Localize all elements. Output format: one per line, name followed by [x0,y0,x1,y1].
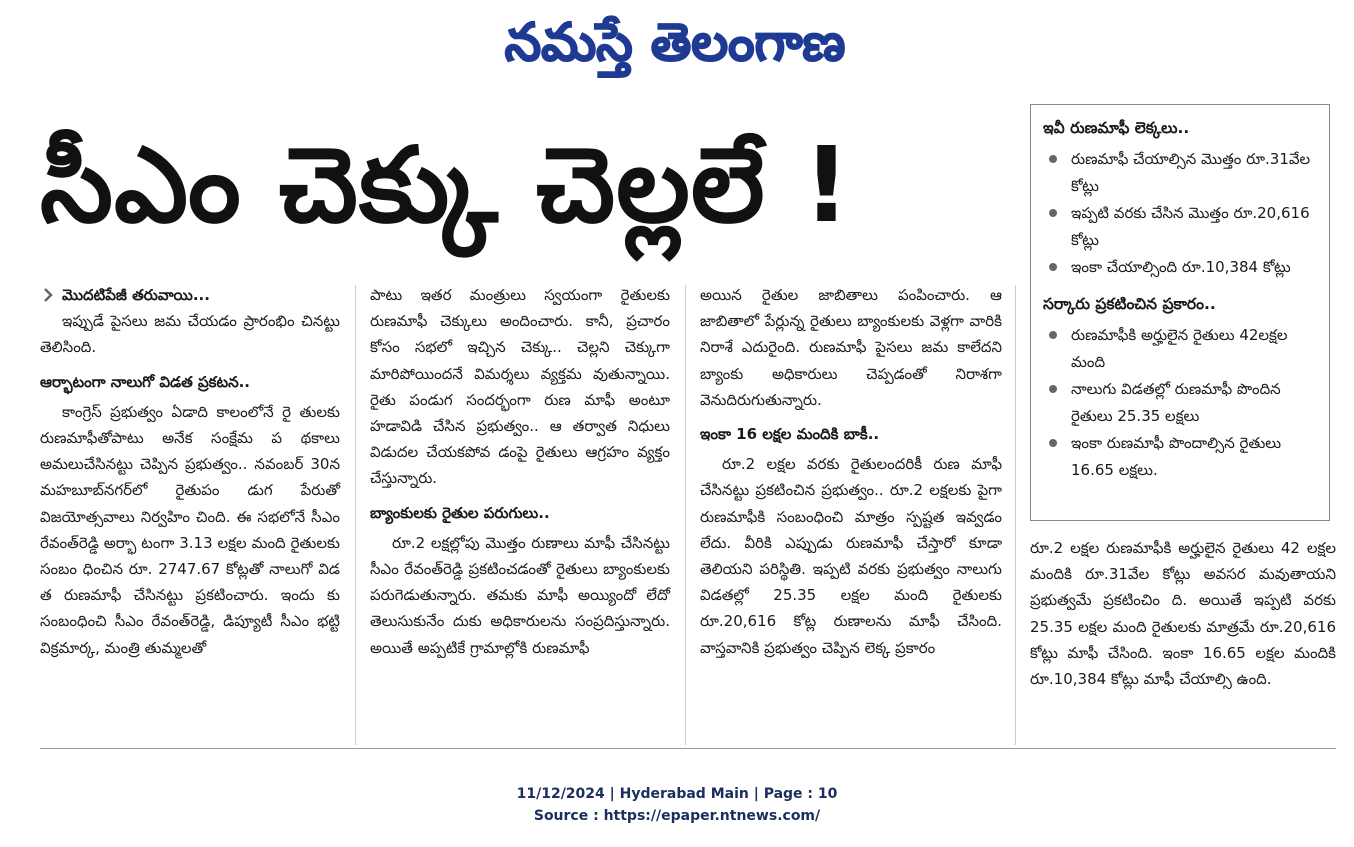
paragraph: పాటు ఇతర మంత్రులు స్వయంగా రైతులకు రుణమాఫీ చెక్కులు అందించారు. కానీ, ప్రచారం కోసం సభలో ఇచ్చిన చెక్కు.. చెల్లని చెక్కుగా మారిపోయిందనే విమర్శలు వ్యక్తమ వుతున్నాయి. రైతు పండుగ సందర్భంగా రుణ మాఫీ అంటూ హడావిడి చేసిన ప్రభుత్వం.. ఆ తర్వాత నిధులు విడుదల చేయకపోవ డంపై రైతులు ఆగ్రహం వ్యక్తం చేస్తున్నారు. [370,286,670,488]
bullet-icon [1049,385,1057,393]
list-item [1043,430,1317,484]
sidebar-heading: ఇవీ రుణమాఫీ లెక్కలు.. [1043,119,1190,137]
sidebar-box [1030,104,1330,521]
list-item-text: ఇంకా చేయాల్సింది రూ.10,384 కోట్లు [1071,258,1291,276]
list-item-text: ఇప్పటి వరకు చేసిన మొత్తం రూ.20,616 కోట్లు [1071,204,1310,249]
sidebar-list [1043,322,1317,484]
column-divider [685,285,686,745]
paragraph: కాంగ్రెస్ ప్రభుత్వం ఏడాది కాలంలోనే రై తులకు రుణమాఫీతోపాటు అనేక సంక్షేమ ప థకాలు అమలుచేసినట్టు చెప్పిన ప్రభుత్వం.. నవంబర్ 30న మహబూబ్‌నగర్‌లో రైతుపం డుగ పేరుతో విజయోత్సవాలు నిర్వహిం చింది. ఈ సభలోనే సీఎం రేవంత్‌రెడ్డి అర్భా టంగా 3.13 లక్షల మంది రైతులకు సంబం ధించిన రూ. 2747.67 కోట్లతో నాలుగో విడ త రుణమాఫీ చేసినట్టు ప్రకటించారు. ఇందు కు సంబంధించి సీఎం రేవంత్‌రెడ్డి, డిప్యూటీ సీఎం భట్టి విక్రమార్క, మంత్రి తుమ్మలతో [40,402,340,657]
paragraph: రూ.2 లక్షల రుణమాఫీకి అర్హులైన రైతులు 42 లక్షల మందికి రూ.31వేల కోట్లు అవసర మవుతాయని ప్రభుత్వమే ప్రకటించిం ది. అయితే ఇప్పటి వరకు 25.35 లక్షల మంది రైతులకు మాత్రమే రూ.20,616 కోట్లు మాఫీ చేసింది. ఇంకా 16.65 లక్షల మందికి రూ.10,384 కోట్లు మాఫీ చేయాల్సి ఉంది. [1030,539,1336,689]
continued-from-front-page [40,282,340,308]
paragraph: రూ.2 లక్షల్లోపు మొత్తం రుణాలు మాఫీ చేసినట్టు సీఎం రేవంత్‌రెడ్డి ప్రకటించడంతో రైతులు బ్యాంకులకు పరుగెడుతున్నారు. తమకు మాఫీ అయ్యిందో లేదో తెలుసుకునేం దుకు అధికారులను సంప్రదిస్తున్నారు. అయితే అప్పటికే గ్రామాల్లోకి రుణమాఫీ [370,533,670,657]
chevron-right-icon [40,287,56,303]
headline: సీఎం చెక్కు చెల్లలే ! [40,124,852,246]
bottom-rule [40,748,1336,749]
paragraph: రూ.2 లక్షల వరకు రైతులందరికీ రుణ మాఫీ చేసినట్టు ప్రకటించిన ప్రభుత్వం.. రూ.2 లక్షలకు పైగా రుణమాఫీకి సంబంధించి మాత్రం స్పష్టత ఇవ్వడం లేదు. వీరికి ఎప్పుడు రుణమాఫీ చేస్తారో కూడా తెలియని పరిస్థితి. ఇప్పటి వరకు ప్రభుత్వం నాలుగు విడతల్లో 25.35 లక్షల మంది రైతులకు రూ.20,616 కోట్ల రుణాలను మాఫీ చేసింది. వాస్తవానికి ప్రభుత్వం చెప్పిన లెక్క ప్రకారం [700,455,1002,657]
list-item-text: ఇంకా రుణమాఫీ పొందాల్సిన రైతులు 16.65 లక్షలు. [1071,434,1282,479]
continuation-label: మొదటిపేజీ తరువాయి... [62,286,210,304]
list-item [1043,254,1317,281]
article-column-3 [700,282,1002,661]
subheading: బ్యాంకులకు రైతుల పరుగులు.. [370,503,550,522]
list-item-text: నాలుగు విడతల్లో రుణమాఫీ పొందిన రైతులు 25.35 లక్షలు [1071,380,1281,425]
subheading: ఇంకా 16 లక్షల మందికి బాకీ.. [700,425,880,444]
paragraph: అయిన రైతుల జాబితాలు పంపించారు. ఆ జాబితాలో పేర్లున్న రైతులు బ్యాంకులకు వెళ్లగా వారికి నిరాశే ఎదురైంది. రుణమాఫీ పైసలు జమ కాలేదని బ్యాంకు అధికారులు చెప్పడంతో నిరాశగా వెనుదిరుగుతున్నారు. [700,286,1002,409]
paragraph: ఇప్పుడే పైసలు జమ చేయడం ప్రారంభిం చినట్టు తెలిసింది. [40,312,340,357]
bullet-icon [1049,155,1057,163]
footer-dateline: 11/12/2024 | Hyderabad Main | Page : 10 [516,786,838,802]
bullet-icon [1049,263,1057,271]
list-item [1043,146,1317,200]
svg-text:నమస్తే తెలంగాణ: నమస్తే తెలంగాణ [504,13,846,73]
masthead-logo-art [470,8,880,78]
masthead-logo [470,8,880,78]
bullet-icon [1049,209,1057,217]
article-column-1 [40,282,340,661]
list-item-text: రుణమాఫీకి అర్హులైన రైతులు 42లక్షల మంది [1071,326,1288,371]
sidebar-heading: సర్కారు ప్రకటించిన ప్రకారం.. [1043,295,1216,313]
sidebar-list [1043,146,1317,281]
bullet-icon [1049,439,1057,447]
column-divider [1015,285,1016,745]
list-item [1043,200,1317,254]
list-item-text: రుణమాఫీ చేయాల్సిన మొత్తం రూ.31వేల కోట్లు [1071,150,1311,195]
bullet-icon [1049,331,1057,339]
footer-source: Source : https://epaper.ntnews.com/ [533,808,821,824]
subheading: ఆర్భాటంగా నాలుగో విడత ప్రకటన.. [40,372,251,391]
list-item [1043,376,1317,430]
article-column-2 [370,282,670,661]
article-column-4 [1030,535,1336,692]
list-item [1043,322,1317,376]
column-divider [355,285,356,745]
